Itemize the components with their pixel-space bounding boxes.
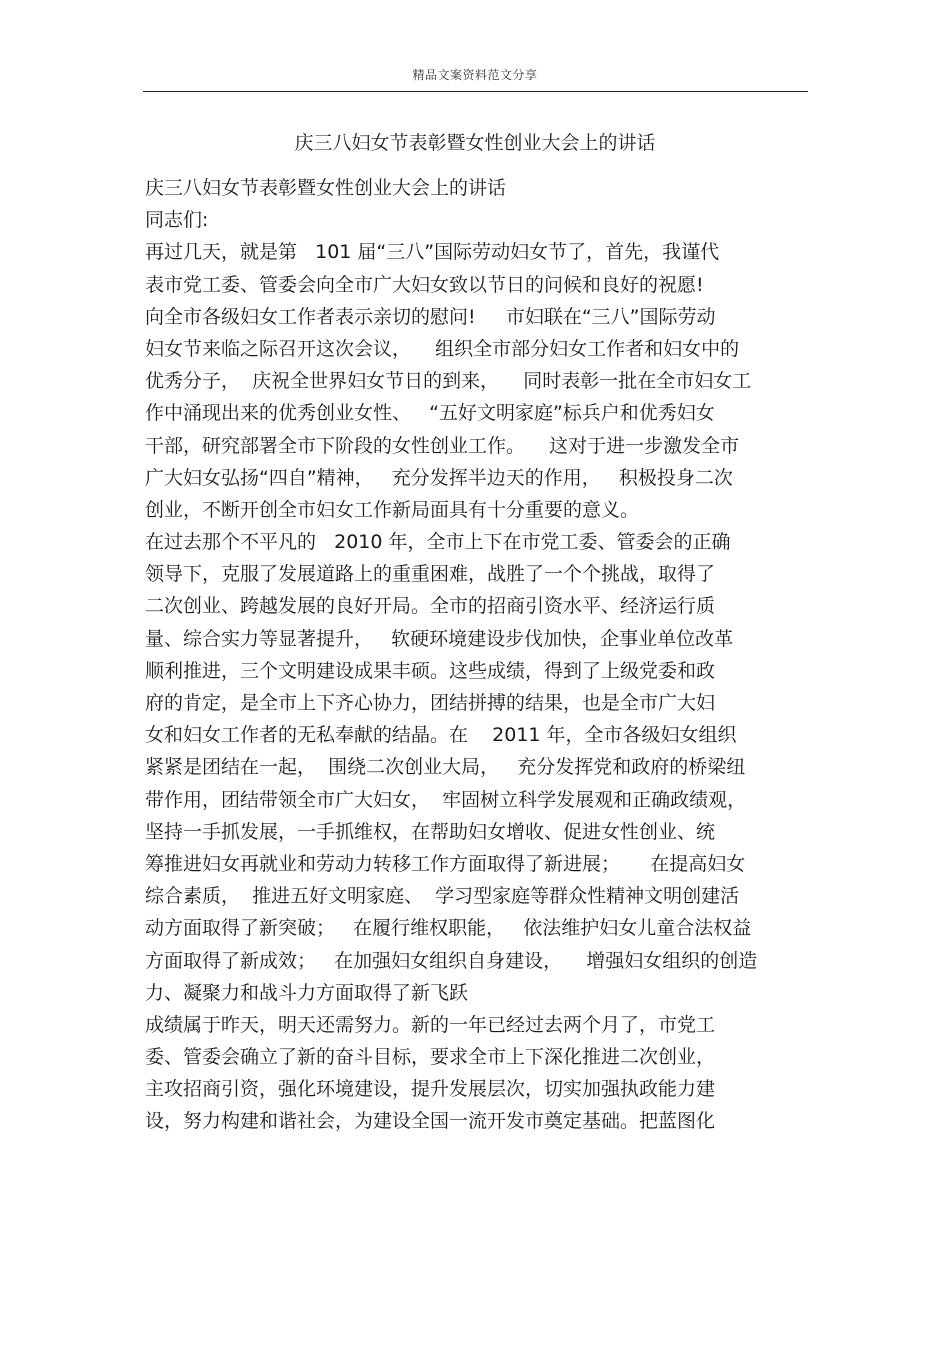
body-line: 综合素质， 推进五好文明家庭、 学习型家庭等群众性精神文明创建活 (145, 885, 740, 908)
body-line: 再过几天，就是第 101 届“三八”国际劳动妇女节了，首先，我谨代 (145, 241, 720, 264)
body-line: 作中涌现出来的优秀创业女性、 “五好文明家庭”标兵户和优秀妇女 (145, 402, 715, 425)
body-line: 委、管委会确立了新的奋斗目标，要求全市上下深化推进二次创业， (145, 1046, 716, 1069)
body-line: 顺利推进，三个文明建设成果丰硕。这些成绩，得到了上级党委和政 (145, 659, 716, 682)
body-line: 在过去那个不平凡的 2010 年，全市上下在市党工委、管委会的正确 (145, 531, 731, 554)
document-title: 庆三八妇女节表彰暨女性创业大会上的讲话 (294, 132, 656, 154)
body-line: 女和妇女工作者的无私奉献的结晶。在 2011 年，全市各级妇女组织 (145, 724, 737, 747)
body-line: 二次创业、跨越发展的良好开局。全市的招商引资水平、经济运行质 (145, 595, 716, 618)
body-line: 表市党工委、管委会向全市广大妇女致以节日的问候和良好的祝愿! (145, 273, 704, 296)
body-line: 优秀分子， 庆祝全世界妇女节日的到来， 同时表彰一批在全市妇女工 (145, 370, 752, 393)
body-line: 领导下，克服了发展道路上的重重困难，战胜了一个个挑战，取得了 (145, 563, 716, 586)
body-line: 紧紧是团结在一起， 围绕二次创业大局， 充分发挥党和政府的桥梁纽 (145, 756, 746, 779)
body-line: 同志们: (145, 209, 209, 232)
body-line: 动方面取得了新突破； 在履行维权职能， 依法维护妇女儿童合法权益 (145, 917, 752, 940)
body-line: 坚持一手抓发展，一手抓维权，在帮助妇女增收、促进女性创业、统 (145, 820, 716, 843)
body-line: 量、综合实力等显著提升， 软硬环境建设步伐加快，企事业单位改革 (145, 627, 734, 650)
body-line: 方面取得了新成效； 在加强妇女组织自身建设， 增强妇女组织的创造 (145, 949, 758, 972)
header-divider (143, 91, 808, 92)
body-line: 设，努力构建和谐社会，为建设全国一流开发市奠定基础。把蓝图化 (145, 1110, 716, 1133)
body-line: 广大妇女弘扬“四自”精神， 充分发挥半边天的作用， 积极投身二次 (145, 466, 733, 489)
body-line: 干部，研究部署全市下阶段的女性创业工作。 这对于进一步激发全市 (145, 434, 740, 457)
page-header: 精品文案资料范文分享 (412, 68, 538, 82)
body-line: 筹推进妇女再就业和劳动力转移工作方面取得了新进展； 在提高妇女 (145, 852, 746, 875)
body-line: 妇女节来临之际召开这次会议， 组织全市部分妇女工作者和妇女中的 (145, 337, 740, 360)
body-line: 成绩属于昨天，明天还需努力。新的一年已经过去两个月了，市党工 (145, 1013, 716, 1036)
body-line: 府的肯定，是全市上下齐心协力，团结拼搏的结果，也是全市广大妇 (145, 692, 716, 714)
document-body (145, 172, 810, 1138)
body-line: 庆三八妇女节表彰暨女性创业大会上的讲话 (145, 177, 507, 199)
body-line: 创业，不断开创全市妇女工作新局面具有十分重要的意义。 (145, 498, 640, 521)
body-line: 向全市各级妇女工作者表示亲切的慰问! 市妇联在“三八”国际劳动 (145, 305, 716, 328)
body-line: 主攻招商引资，强化环境建设，提升发展层次，切实加强执政能力建 (145, 1078, 716, 1101)
body-line: 带作用，团结带领全市广大妇女， 牢固树立科学发展观和正确政绩观， (145, 788, 747, 811)
body-line: 力、凝聚力和战斗力方面取得了新飞跃 (145, 981, 469, 1004)
